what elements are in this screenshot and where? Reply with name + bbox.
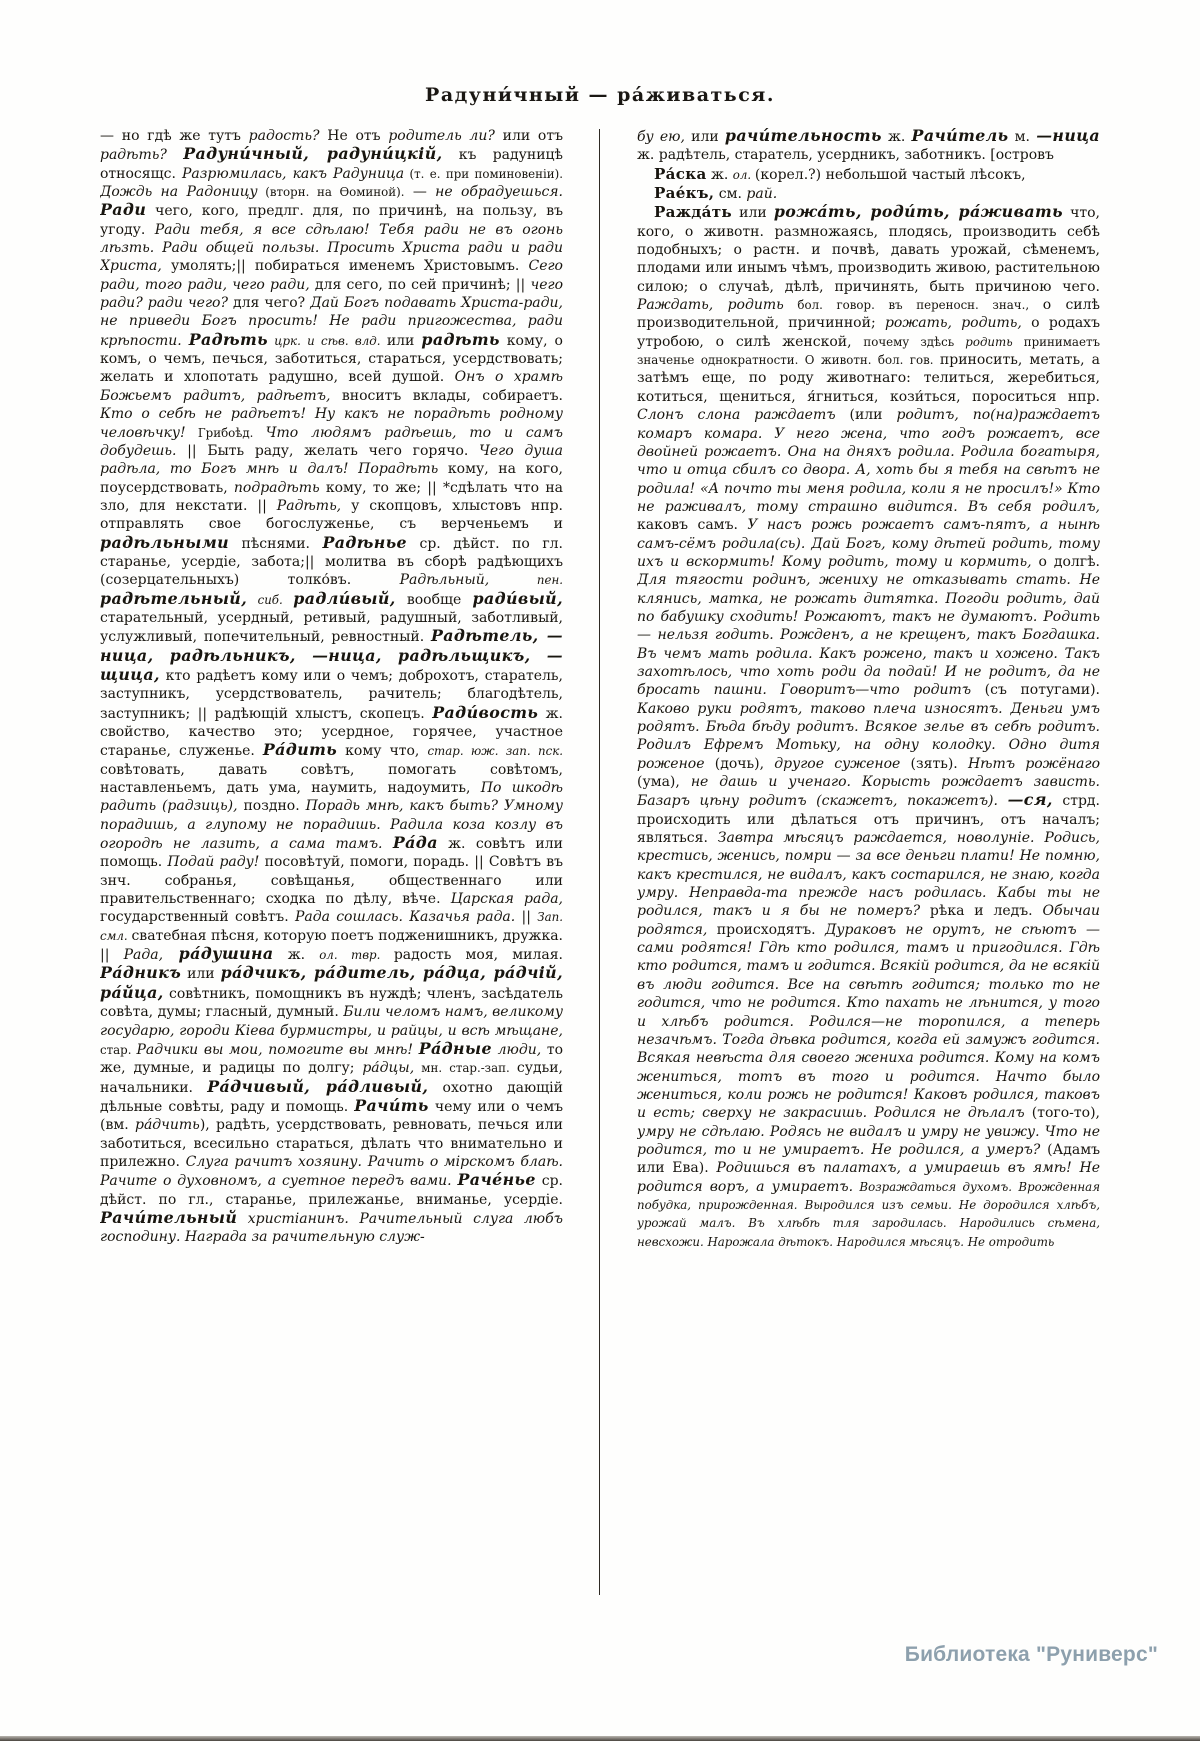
text-segment: кому что, bbox=[337, 743, 428, 760]
text-segment: стар. bbox=[100, 1042, 137, 1057]
text-segment: Били челомъ намъ, великому государю, городи Кіева бурмистры, и райцы, и всѣ мѣщане, bbox=[100, 1004, 563, 1039]
text-segment: бол. говор. въ переносн. знач., bbox=[783, 298, 1043, 313]
text-segment: не дашь и ученаго. Корысть рождаетъ зависть. Базаръ цѣну родитъ (скажетъ, покажетъ). bbox=[637, 774, 1100, 810]
text-segment: старательный, усердный, ретивый, радушный, заботливый, услужливый, попечительный, ревностный. bbox=[100, 609, 563, 646]
text-segment: ол. твр. bbox=[319, 948, 394, 963]
text-segment: ол. bbox=[732, 167, 755, 182]
text-segment bbox=[167, 147, 183, 163]
text-segment: къ радуницѣ относящс. bbox=[100, 147, 563, 182]
text-segment: или bbox=[684, 129, 725, 145]
text-segment: ср. дѣйст. по гл. старанье, усердіе, забота;|| молитва въ сборѣ радѣющихъ (созерцательныхъ) толко́въ. bbox=[100, 535, 563, 589]
text-segment: кому, на кого, поусердствовать, bbox=[100, 461, 563, 496]
text-segment: Ради тебя, я все сдѣлаю! Тебя ради не въ огонь лѣзть. Ради общей пользы. Просить Христа ради и ради Христа, bbox=[100, 221, 563, 275]
text-segment: У насъ рожь рожаетъ самъ-пятъ, а нынѣ самъ-сёмъ родила(сь). Дай Богъ, кому дѣтей родить, тому ихъ и вскормить! Кому родить, тому и кормить, bbox=[637, 517, 1100, 570]
column-divider bbox=[599, 129, 600, 1595]
text-segment: Ражда́ть bbox=[654, 203, 732, 222]
text-segment: Обычаи родятся, bbox=[637, 903, 1100, 938]
text-segment: Не отъ bbox=[319, 128, 389, 144]
text-segment: ж. радѣтель, старатель, усердникъ, заботникъ. [островъ bbox=[637, 147, 1054, 164]
text-segment: (Адамъ или Ева). bbox=[637, 1141, 1100, 1177]
text-segment: ж. свойство, качество это; усердное, горячее, участное старанье, служенье. bbox=[100, 705, 563, 760]
text-segment: Завтра мѣсяцъ раждается, новолуніе. Родись, крестись, женись, помри — за все деньги плати! Не помню, какъ крестился, не видалъ, какъ состарился, не знаю, когда умру. Неправда-та прежде насъ родилась. Кабы ты не родился, такъ и я бы не померъ? bbox=[637, 830, 1100, 920]
text-segment: Царская рада, bbox=[450, 891, 563, 908]
text-segment: или bbox=[732, 205, 774, 222]
text-segment: (вторн. на Ѳоминой). bbox=[257, 185, 405, 200]
text-segment: (ума), bbox=[637, 774, 691, 791]
text-segment: Дождь на Радоницу bbox=[100, 184, 258, 201]
text-segment: Нѣтъ рожёнаго bbox=[967, 755, 1100, 772]
text-segment: Ра́да bbox=[392, 833, 438, 853]
text-segment: чего, кого, предлг. для, по причинѣ, на пользу, въ угоду. bbox=[100, 203, 563, 238]
text-segment: что, кого, о животн. размножаясь, плодясь, производить себѣ подобныхъ; о растн. и почвѣ, давать урожай, сѣменемъ, плодами или инымъ чѣмъ, производить живою, растительною силою; о случаѣ, дѣлѣ, причинять, быть причиною чего. bbox=[637, 205, 1100, 295]
dictionary-paragraph bbox=[100, 127, 563, 1247]
text-segment: пен. bbox=[489, 573, 563, 588]
text-segment: или bbox=[181, 966, 221, 983]
text-segment: кому, то же; || *сдѣлать что на зло, для некстати. || bbox=[100, 479, 563, 514]
text-segment: о силѣ производительной, причинной; bbox=[637, 297, 1100, 332]
text-segment: не обрадуешься. bbox=[435, 184, 563, 201]
text-segment: Сего ради, того ради, чего ради, bbox=[100, 258, 563, 293]
text-segment bbox=[383, 836, 393, 852]
text-segment: црк. и сѣв. влд. bbox=[267, 333, 387, 348]
text-segment: посовѣтуй, помоги, порадь. || Совѣтъ въ знч. собранья, совѣщанья, общественнаго или правительственнаго; сходка по дѣлу, вѣче. bbox=[100, 854, 563, 908]
text-segment: Подай раду! bbox=[167, 854, 260, 871]
dictionary-paragraph bbox=[637, 165, 1100, 184]
text-segment: Возраждаться духомъ. Врожденная побудка, прирожденная. Выродился изъ семьи. Не дородился хлѣбъ, урожай малъ. Въ хлѣбѣ тля зародилась. Народились сѣмена, невсхожи. Нарожала дѣтокъ. Народился мѣсяцъ. Не отродить bbox=[637, 1179, 1100, 1249]
text-segment: Что людямъ радѣешь, то и самъ добудешь. bbox=[100, 424, 563, 459]
text-segment: христіанинъ. Рачительный слуга любъ господину. Награда за рачительную служ- bbox=[100, 1210, 563, 1246]
text-segment: Рада сошлась. Казачья рада. bbox=[294, 909, 516, 926]
text-segment: подрадѣть bbox=[233, 479, 320, 496]
text-segment: умолять;|| побираться именемъ Христовымъ. bbox=[161, 258, 529, 275]
text-segment: ра́душина bbox=[163, 944, 274, 964]
text-segment: Радѣтель, —ница, радѣльникъ, —ница, радѣльщикъ, —щица, bbox=[100, 626, 563, 684]
text-segment: Рада, bbox=[123, 947, 164, 964]
text-segment: Зап. смл. bbox=[100, 910, 563, 943]
text-segment: или bbox=[386, 332, 422, 349]
text-segment: рожать, родить, bbox=[884, 315, 1022, 332]
watermark: Библиотека "Руниверс" bbox=[904, 1643, 1158, 1666]
text-segment: сватебная пѣсня, которую поетъ подженишникъ, дружка. || bbox=[100, 927, 563, 964]
text-segment: (съ потугами). bbox=[971, 682, 1100, 699]
text-segment: Радѣть bbox=[188, 329, 268, 349]
text-segment: радѣть? bbox=[100, 147, 167, 164]
text-segment: Каково руки родятъ, таково плеча износятъ. Деньги умъ родятъ. Бѣда бѣду родитъ. Всякое зелье въ себѣ родитъ. Родилъ Ефремъ Мотьку, на одну колодку. Одно дитя роженое bbox=[637, 700, 1100, 772]
text-segment: —ся, bbox=[1007, 790, 1053, 810]
text-segment: ради́вый, bbox=[472, 588, 563, 608]
text-segment: ж. bbox=[706, 166, 733, 183]
text-segment: радость? bbox=[248, 128, 320, 144]
text-segment: Кто о себѣ не радѣетъ! Ну какъ не порадѣть родному человѣчку! bbox=[100, 406, 563, 441]
text-segment: чему или о чемъ (вм. bbox=[100, 1098, 563, 1134]
text-segment: мн. стар.-зап. bbox=[414, 1061, 517, 1076]
text-segment: для сего, по сей причинѣ; || bbox=[309, 276, 531, 293]
text-segment: родитель ли? bbox=[388, 128, 495, 144]
text-segment: чего ради? ради чего? bbox=[100, 276, 563, 312]
text-segment: Ради́вость bbox=[432, 702, 539, 722]
text-segment: о родахъ утробою, о силѣ женской, bbox=[637, 315, 1100, 350]
text-segment: стар. юж. зап. пск. bbox=[427, 744, 563, 759]
text-segment: — bbox=[404, 184, 436, 201]
text-segment: Ра́ска bbox=[654, 164, 707, 183]
text-segment: (зять). bbox=[900, 755, 968, 772]
text-segment: совѣтовать, давать совѣтъ, помогать совѣтомъ, наставленьемъ, дать ума, наумить, надоумить, bbox=[100, 761, 563, 797]
text-segment: ра́дцы, bbox=[362, 1060, 415, 1077]
text-segment: умру не сдѣлаю. Родясь не видалъ и умру не увижу. Что не родится, то и не умираетъ. Не родился, а умеръ? bbox=[637, 1123, 1100, 1158]
text-segment: || bbox=[515, 909, 538, 926]
text-segment: ж. bbox=[273, 947, 320, 964]
text-segment: радѣтельный, bbox=[100, 588, 248, 608]
text-segment: ра́дчикъ, ра́дитель, ра́дца, ра́дчій, ра́йца, bbox=[100, 963, 563, 1002]
text-segment: судьи, начальники. bbox=[100, 1060, 563, 1096]
text-segment: родитъ, по(на)раждаетъ комаръ комара. У него жена, что годъ рожаетъ, все двойней рожаетъ. Она на дняхъ родила. Родила богатыря, что и отца сбилъ со двора. А, хоть бы я тебя на свѣтъ не родила! «А почто ты меня родила, коли я не просилъ!» Кто не раживалъ, тому страшно видится. Въ себя родилъ, bbox=[637, 407, 1100, 515]
text-segment: государственный совѣтъ. bbox=[100, 909, 295, 926]
text-segment: Чего душа радѣла, то Богъ мнѣ и далъ! Порадѣть bbox=[100, 442, 563, 478]
text-segment: приносить, метать, а затѣмъ еще, по роду животнаго: телиться, жеребиться, котиться, щениться, я́гниться, кози́ться, пороситься нпр. bbox=[637, 352, 1100, 405]
text-segment: (т. е. при поминовеніи). bbox=[404, 166, 563, 181]
text-segment: Слуга рачитъ хозяину. Рачить о мірскомъ блаѣ. Рачите о духовномъ, а суетное передъ вами. bbox=[100, 1153, 563, 1190]
text-segment: см. bbox=[714, 186, 747, 203]
text-segment: Радѣть, bbox=[276, 497, 342, 514]
text-segment: почему здѣсь bbox=[863, 334, 966, 349]
text-segment: Раждать, родить bbox=[637, 297, 784, 314]
text-segment: Радуни́чный, радуни́цкій, bbox=[183, 144, 443, 164]
text-segment: — но гдѣ же тутъ bbox=[100, 128, 249, 144]
text-segment: Ра́дные bbox=[418, 1038, 492, 1058]
text-segment: (того-то), bbox=[1024, 1105, 1100, 1122]
text-segment: вообще bbox=[395, 591, 473, 608]
text-segment: Ра́дить bbox=[262, 740, 338, 760]
right-column bbox=[637, 127, 1100, 1605]
text-segment: Рачи́тельный bbox=[100, 1207, 238, 1227]
text-segment: люди, bbox=[491, 1041, 542, 1058]
text-segment: принимаетъ значенье однократности. О животн. бол. гов. bbox=[637, 334, 1100, 368]
text-segment: или отъ bbox=[494, 128, 563, 144]
text-segment: происходятъ. bbox=[707, 921, 826, 938]
text-segment: сиб. bbox=[247, 592, 294, 607]
text-segment: бу ею, bbox=[637, 129, 685, 145]
text-segment: рачи́тельность bbox=[724, 127, 882, 145]
text-segment: рѣка и ледъ. bbox=[920, 903, 1043, 920]
text-segment: вноситъ вклады, собираетъ. bbox=[330, 387, 563, 404]
text-segment: (или bbox=[835, 407, 897, 424]
text-segment bbox=[998, 793, 1008, 809]
text-segment: ра́дчить bbox=[135, 1117, 200, 1134]
text-segment: поздно. bbox=[237, 798, 306, 815]
text-segment: у скопцовъ, хлыстовъ нпр. отправлять свое богослуженье, съ верченьемъ и bbox=[100, 497, 563, 533]
text-segment: для чего? bbox=[227, 295, 311, 312]
text-segment: ), радѣть, усердствовать, ревновать, печься или заботиться, всесильно стараться, дѣлать что внимательно и прилежно. bbox=[100, 1117, 563, 1170]
text-segment: Ра́дчивый, ра́дливый, bbox=[207, 1076, 429, 1096]
dictionary-paragraph bbox=[637, 203, 1100, 1251]
text-segment: Для тягости родинъ, жениху не отказывать стать. Не клянись, матка, не рожать дитятка. Погоди родить, дай по бабушку сходить! Рожаютъ, такъ не думаютъ. Родить — нельзя годить. Рожденъ, а не крещенъ, такъ Богдашка. Въ чемъ мать родила. Какъ рожено, такъ и хожено. Такъ захотѣлось, что хоть роди да подай! И не родитъ, да не бросать пашни. Говоритъ—что родитъ bbox=[637, 572, 1100, 699]
text-segment: Дай Богъ подавать Христа-ради, не приведи Богъ просить! Не ради пригожества, ради крѣпости. bbox=[100, 295, 563, 349]
text-segment: другое суженое bbox=[774, 755, 901, 772]
text-segment: кто радѣетъ кому или о чемъ; доброхотъ, старатель, заступникъ, усердствователь, рачитель; благодѣтель, заступникъ; || радѣющій хлыстъ, скопецъ. bbox=[100, 667, 563, 722]
text-segment: ж. bbox=[881, 129, 912, 145]
text-segment: (корел.?) небольшой частый лѣсокъ, bbox=[754, 166, 1026, 183]
text-segment: радость моя, милая. bbox=[393, 947, 563, 964]
text-segment: родить bbox=[965, 334, 1013, 349]
text-segment: м. bbox=[1008, 129, 1037, 145]
text-segment: радѣльными bbox=[100, 532, 230, 552]
text-segment: Ра́дникъ bbox=[100, 963, 182, 983]
text-segment: каковъ самъ. bbox=[637, 517, 748, 534]
text-segment: радѣть bbox=[421, 329, 500, 349]
text-segment: Порадь мнѣ, какъ быть? Умному порадишь, а глупому не порадишь. Радила коза козлу въ огородѣ не лазить, а сама тамъ. bbox=[100, 798, 563, 853]
text-segment: Слонъ слона раждаетъ bbox=[637, 407, 836, 424]
dictionary-text-block bbox=[100, 127, 1100, 1605]
text-segment: ж. совѣтъ или помощь. bbox=[100, 836, 563, 871]
text-segment: По шкодѣ радить (радзиць), bbox=[100, 780, 563, 815]
dictionary-paragraph bbox=[637, 184, 1100, 203]
text-segment: Дураковъ не орутъ, не сѣютъ — сами родятся! Гдѣ кто родился, тамъ и пригодился. Гдѣ кто родится, тамъ и годится. Всякій родится, да не всякій въ люди годится. Все на свѣтѣ годится; только то не годится, что не родится. Кто пахать не лѣнится, у того и хлѣбъ родится. Родился—не торопился, а теперь незачѣмъ. Тогда дѣвка родится, когда ей замужъ годится. Всякая невѣста для своего жениха родится. Кому на комъ жениться, тотъ въ того и родится. Начто было жениться, коли рожь не родится! Каковъ родился, таковъ и есть; сверху не закрасишь. Родился не дѣлалъ bbox=[637, 921, 1100, 1122]
text-segment: Грибоѣд. bbox=[185, 425, 266, 440]
left-column bbox=[100, 127, 563, 1605]
text-segment: совѣтникъ, помощникъ въ нуждѣ; членъ, засѣдатель совѣта, думы; гласный, думный. bbox=[100, 985, 563, 1021]
text-segment: Онъ о храмѣ Божьемъ радитъ, радѣетъ, bbox=[100, 369, 563, 404]
text-segment: ср. дѣйст. по гл., старанье, прилежанье, вниманье, усердіе. bbox=[100, 1173, 563, 1208]
text-segment: стрд. происходить или дѣлаться отъ причинъ, отъ началъ; являться. bbox=[637, 793, 1100, 847]
dictionary-paragraph bbox=[637, 127, 1100, 165]
text-segment: Рачи́ть bbox=[354, 1095, 429, 1115]
page-title: Радуни́чный — ра́живаться. bbox=[425, 84, 775, 106]
text-segment: Радѣльный, bbox=[399, 572, 490, 589]
text-segment: охотно дающій дѣльные совѣты, раду и помощь. bbox=[100, 1079, 563, 1115]
text-segment: то же, думные, и радицы по долгу; bbox=[100, 1041, 563, 1077]
text-segment: Радѣнье bbox=[322, 532, 408, 552]
text-segment bbox=[182, 333, 189, 349]
text-segment: Разрюмилась, какъ Радуница bbox=[182, 165, 405, 182]
text-segment: радли́вый, bbox=[293, 588, 396, 608]
text-segment: Радчики вы мои, помогите вы мнѣ! bbox=[136, 1041, 414, 1058]
text-segment: о долгѣ. bbox=[1031, 553, 1100, 570]
text-segment: Рачéнье bbox=[457, 1170, 536, 1190]
text-segment: Раéкъ, bbox=[654, 184, 715, 203]
text-segment: Родишься въ палатахъ, а умираешь въ ямѣ! Не родится воръ, а умираетъ. bbox=[637, 1160, 1100, 1195]
text-segment: кому, о комъ, о чемъ, печься, заботиться, стараться, усердствовать; желать и хлопотать радушно, всей душой. bbox=[100, 332, 563, 386]
text-segment: рай. bbox=[746, 186, 778, 203]
text-segment: —ница bbox=[1036, 127, 1100, 145]
text-segment: || Быть раду, желать чего горячо. bbox=[176, 442, 480, 459]
text-segment: Ради bbox=[100, 200, 147, 220]
text-segment: Рачи́тель bbox=[911, 127, 1009, 145]
scan-bottom-edge bbox=[0, 1736, 1200, 1741]
text-segment: (дочь), bbox=[704, 755, 775, 772]
text-segment: рожа́ть, роди́ть, ра́живать bbox=[773, 202, 1063, 222]
text-segment: пѣснями. bbox=[229, 535, 323, 552]
